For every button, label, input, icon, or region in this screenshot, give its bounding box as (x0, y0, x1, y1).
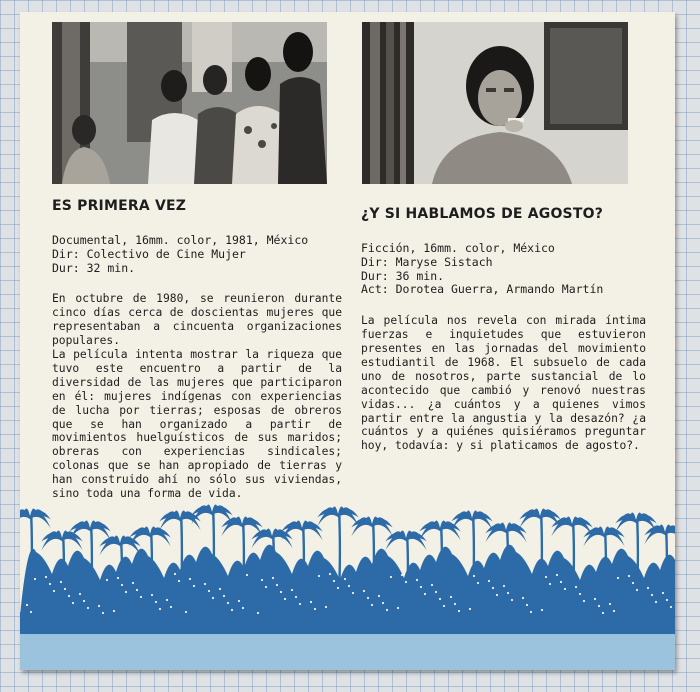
foliage-mass (20, 545, 675, 616)
credit-duration: Dur: 32 min. (52, 260, 136, 275)
foliage-speckle (79, 593, 81, 595)
brochure-page (20, 12, 675, 670)
palm-group (20, 505, 675, 616)
foliage-speckle (295, 596, 297, 598)
foliage-speckle (212, 597, 214, 599)
palm-crown (583, 527, 624, 547)
foliage-speckle (636, 589, 638, 591)
photo-woman-portrait (362, 22, 628, 184)
foliage-speckle (159, 608, 161, 610)
foliage-speckle (397, 607, 399, 609)
film-credits (361, 242, 646, 297)
foliage-speckle (545, 576, 547, 578)
foliage-speckle (443, 605, 445, 607)
synopsis-paragraph: La película nos revela con mirada íntima fuerzas e inquietudes que estuvieron presentes en las jornadas del movimiento estudiantil de 1968. El subsuelo de cada uno de nosotros, parte sustancial de lo acontecido que cambió y renovó nuestras vidas... ¿a cuántos y a quienes vimos partir entre la angustia y la desazón? ¿a cuántos y a quiénes quisiéramos preguntar hoy, todavía: y si platicamos de agosto?. (361, 314, 646, 453)
synopsis-paragraph: La película intenta mostrar la riqueza que tuvo este encuentro a partir de la diversidad de las mujeres que participaron en él: mujeres indígenas con experiencias de lucha por tierras; esposas de obreros que se han organizado a partir de movimientos huelguísticos de sus maridos; obreras con experiencias sindicales; colonas que se han apropiado de tierras y han construido ahí no sólo sus viviendas, sino toda una forma de vida. (52, 348, 342, 501)
foliage-speckle (34, 578, 36, 580)
credit-director: Dir: Maryse Sistach (361, 254, 493, 269)
foliage-speckle (507, 592, 509, 594)
foliage-speckle (113, 610, 115, 612)
foliage-speckle (450, 596, 452, 598)
foliage-speckle (371, 604, 373, 606)
foliage-speckle (219, 588, 221, 590)
foliage-speckle (405, 581, 407, 583)
foliage-speckle (208, 590, 210, 592)
foliage-speckle (477, 582, 479, 584)
foliage-speckle (140, 596, 142, 598)
foliage-speckle (488, 580, 490, 582)
foliage-speckle (26, 604, 28, 606)
foliage-speckle (53, 590, 55, 592)
foliage-speckle (435, 591, 437, 593)
foliage-speckle (454, 603, 456, 605)
foliage-speckle (378, 595, 380, 597)
foliage-speckle (83, 600, 85, 602)
foliage-speckle (651, 594, 653, 596)
foliage-speckle (265, 586, 267, 588)
foliage-speckle (64, 588, 66, 590)
foliage-speckle (189, 578, 191, 580)
palm-crown (485, 523, 526, 543)
foliage-speckle (632, 582, 634, 584)
credit-format: Documental, 16mm. color, 1981, México (52, 233, 309, 247)
foliage-speckle (280, 591, 282, 593)
foliage-speckle (299, 603, 301, 605)
foliage-speckle (333, 580, 335, 582)
palm-crown (20, 509, 51, 529)
foliage-speckle (125, 591, 127, 593)
foliage-speckle (556, 574, 558, 576)
film-title: ES PRIMERA VEZ (52, 198, 187, 214)
foliage-speckle (155, 601, 157, 603)
foliage-speckle (117, 577, 119, 579)
foliage-speckle (344, 578, 346, 580)
film-title: ¿Y SI HABLAMOS DE AGOSTO? (361, 206, 604, 222)
foliage-speckle (526, 604, 528, 606)
foliage-speckle (348, 585, 350, 587)
foliage-speckle (560, 581, 562, 583)
foliage-speckle (242, 607, 244, 609)
foliage-speckle (431, 584, 433, 586)
foliage-speckle (318, 575, 320, 577)
foliage-speckle (87, 607, 89, 609)
foliage-speckle (602, 612, 604, 614)
foliage-speckle (666, 599, 668, 601)
foliage-speckle (655, 601, 657, 603)
foliage-speckle (662, 592, 664, 594)
foliage-speckle (178, 580, 180, 582)
foliage-speckle (511, 599, 513, 601)
foliage-speckle (246, 574, 248, 576)
foliage-speckle (367, 597, 369, 599)
foliage-speckle (45, 576, 47, 578)
foliage-speckle (575, 586, 577, 588)
foliage-speckle (310, 601, 312, 603)
foliage-speckle (424, 593, 426, 595)
foliage-speckle (276, 584, 278, 586)
foliage-speckle (257, 612, 259, 614)
foliage-speckle (20, 573, 21, 575)
synopsis-paragraph: En octubre de 1980, se reunieron durante cinco días cerca de doscientas mujeres que representaban a cincuenta organizaciones populares. (52, 292, 342, 348)
foliage-speckle (204, 583, 206, 585)
foliage-speckle (420, 586, 422, 588)
foliage-speckle (628, 575, 630, 577)
palm-crown (281, 521, 322, 541)
photo-women-gathering (52, 22, 327, 184)
foliage-speckle (72, 602, 74, 604)
foliage-speckle (401, 574, 403, 576)
foliage-speckle (170, 606, 172, 608)
foliage-speckle (193, 585, 195, 587)
palm-crown (41, 531, 82, 551)
foliage-speckle (272, 577, 274, 579)
foliage-speckle (496, 594, 498, 596)
foliage-speckle (30, 611, 32, 613)
foliage-speckle (49, 583, 51, 585)
foliage-speckle (102, 612, 104, 614)
foliage-speckle (185, 611, 187, 613)
palm-crown (644, 525, 675, 545)
foliage-speckle (121, 584, 123, 586)
foliage-speckle (261, 579, 263, 581)
foliage-speckle (390, 576, 392, 578)
foliage-speckle (564, 588, 566, 590)
foliage-speckle (166, 599, 168, 601)
film-column-2 (361, 198, 646, 453)
credit-format: Ficción, 16mm. color, México (361, 241, 555, 255)
foliage-speckle (337, 587, 339, 589)
foliage-speckle (530, 611, 532, 613)
film-synopsis (52, 292, 342, 501)
foliage-speckle (132, 582, 134, 584)
foliage-speckle (329, 573, 331, 575)
foliage-speckle (314, 608, 316, 610)
foliage-speckle (416, 579, 418, 581)
foliage-speckle (522, 597, 524, 599)
foliage-speckle (583, 600, 585, 602)
foliage-speckle (106, 579, 108, 581)
foliage-speckle (473, 575, 475, 577)
foliage-speckle (503, 585, 505, 587)
foliage-speckle (291, 589, 293, 591)
palm-crown (419, 521, 460, 541)
foliage-speckle (174, 573, 176, 575)
foliage-speckle (609, 603, 611, 605)
credit-duration: Dur: 36 min. (361, 268, 445, 283)
foliage-speckle (98, 605, 100, 607)
palm-crown (317, 507, 358, 527)
foliage-speckle (227, 602, 229, 604)
foliage-speckle (579, 593, 581, 595)
foliage-speckle (325, 606, 327, 608)
credit-director: Dir: Colectivo de Cine Mujer (52, 246, 246, 261)
foliage-speckle (549, 583, 551, 585)
film-synopsis (361, 314, 646, 453)
film-column-1 (52, 198, 342, 501)
foliage-speckle (469, 608, 471, 610)
foliage-speckle (617, 577, 619, 579)
foliage-speckle (352, 592, 354, 594)
foliage-speckle (386, 609, 388, 611)
foliage-speckle (382, 602, 384, 604)
foliage-speckle (670, 606, 672, 608)
foliage-speckle (541, 609, 543, 611)
foliage-speckle (439, 598, 441, 600)
foliage-speckle (238, 600, 240, 602)
palm-crown (385, 531, 426, 551)
foliage-speckle (284, 598, 286, 600)
foliage-speckle (223, 595, 225, 597)
tint-band (20, 632, 675, 670)
film-credits (52, 234, 342, 275)
foliage-speckle (231, 609, 233, 611)
foliage-speckle (68, 595, 70, 597)
foliage-speckle (598, 605, 600, 607)
palm-trees-illustration (20, 482, 675, 670)
palm-crown (351, 517, 392, 537)
foliage-speckle (594, 598, 596, 600)
foliage-speckle (151, 594, 153, 596)
foliage-speckle (60, 581, 62, 583)
foliage-speckle (492, 587, 494, 589)
foliage-speckle (647, 587, 649, 589)
foliage-speckle (363, 590, 365, 592)
credit-cast: Act: Dorotea Guerra, Armando Martín (361, 282, 604, 297)
foliage-speckle (136, 589, 138, 591)
foliage-speckle (458, 610, 460, 612)
foliage-speckle (613, 610, 615, 612)
